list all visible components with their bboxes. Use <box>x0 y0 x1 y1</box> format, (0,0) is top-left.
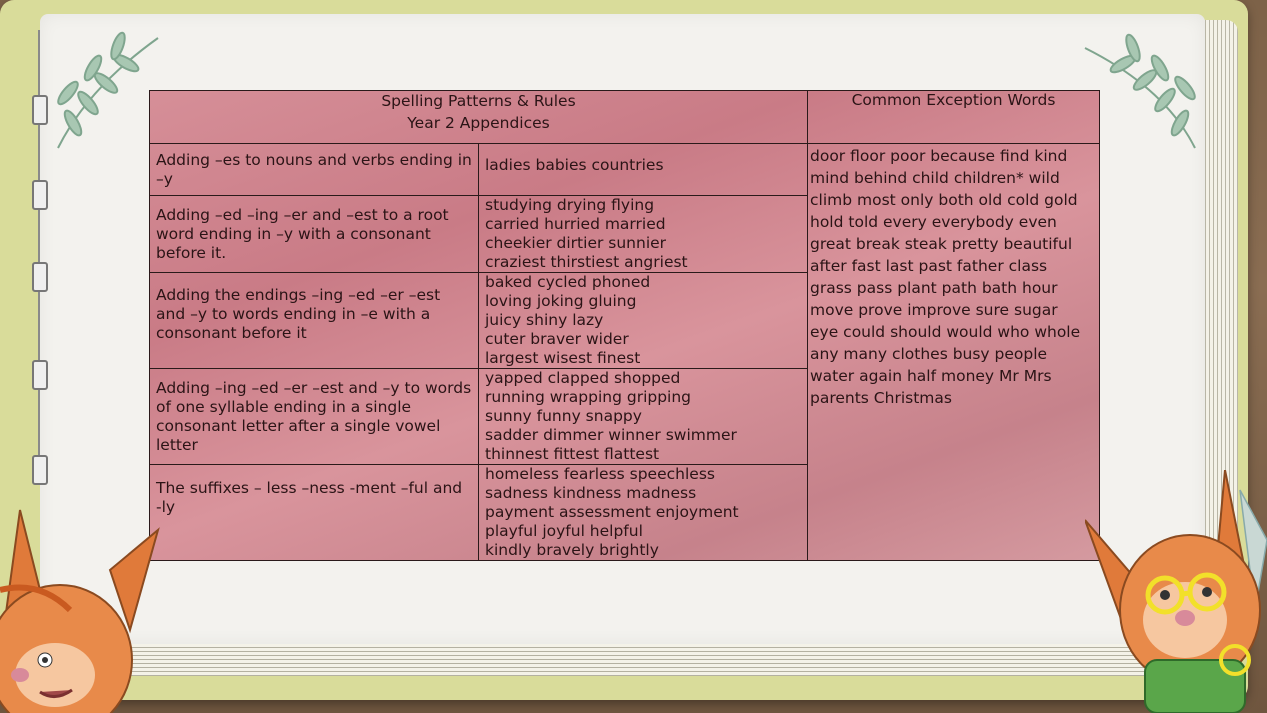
example-line: payment assessment enjoyment <box>485 503 739 521</box>
rule-cell <box>150 196 479 273</box>
binding-ring-icon <box>32 95 48 125</box>
example-line: thinnest fittest flattest <box>485 445 660 463</box>
examples-cell <box>479 144 808 196</box>
exception-line: door floor poor because find kind <box>810 147 1068 165</box>
example-line: playful joyful helpful <box>485 522 643 540</box>
rule-text: Adding the endings –ing –ed –er –est and –y to words ending in –e with a consonant before it <box>156 286 441 342</box>
example-line: sadness kindness madness <box>485 484 697 502</box>
binding-ring-icon <box>32 262 48 292</box>
examples-cell <box>479 369 808 465</box>
rule-text: Adding –ed –ing –er and –est to a root word ending in –y with a consonant before it. <box>156 205 449 262</box>
orange-creature-left-icon <box>0 470 160 713</box>
rule-text: Adding –ing –ed –er –est and –y to words of one syllable ending in a single consonant letter after a single vowel letter <box>156 378 472 454</box>
rule-cell <box>150 144 479 196</box>
example-line: sadder dimmer winner swimmer <box>485 426 737 444</box>
exception-line: any many clothes busy people <box>810 345 1048 363</box>
exception-line: move prove improve sure sugar <box>810 301 1058 319</box>
example-line: largest wisest finest <box>485 349 641 367</box>
example-line: sunny funny snappy <box>485 407 642 425</box>
rule-text: The suffixes – less –ness -ment –ful and -ly <box>156 479 463 516</box>
rule-cell <box>150 369 479 465</box>
exceptions-title-cell <box>808 91 1100 144</box>
exception-line: hold told every everybody even <box>810 213 1057 231</box>
example-line: juicy shiny lazy <box>485 311 604 329</box>
binding-ring-icon <box>32 180 48 210</box>
exception-line: climb most only both old cold gold <box>810 191 1078 209</box>
orange-creature-right-icon <box>1085 470 1267 713</box>
exception-line: mind behind child children* wild <box>810 169 1060 187</box>
table-title-line1: Spelling Patterns & Rules <box>381 92 576 110</box>
exception-line: after fast last past father class <box>810 257 1048 275</box>
exception-line: parents Christmas <box>810 389 952 407</box>
table-title-cell <box>150 91 808 144</box>
exceptions-title: Common Exception Words <box>851 91 1056 109</box>
example-line: studying drying flying <box>485 196 655 214</box>
exception-line: great break steak pretty beautiful <box>810 235 1073 253</box>
example-line: homeless fearless speechless <box>485 465 715 483</box>
exception-words-cell <box>808 144 1100 561</box>
example-line: baked cycled phoned <box>485 273 651 291</box>
example-line: craziest thirstiest angriest <box>485 253 688 271</box>
table-row <box>150 144 1100 196</box>
example-line: kindly bravely brightly <box>485 541 659 559</box>
exception-line: water again half money Mr Mrs <box>810 367 1052 385</box>
example-line: loving joking gluing <box>485 292 637 310</box>
example-line: cheekier dirtier sunnier <box>485 234 667 252</box>
table-title-line2: Year 2 Appendices <box>407 114 550 132</box>
binding-ring-icon <box>32 360 48 390</box>
examples-cell <box>479 273 808 369</box>
example-line: carried hurried married <box>485 215 666 233</box>
table-header-row <box>150 91 1100 144</box>
example-line: running wrapping gripping <box>485 388 692 406</box>
example-line: yapped clapped shopped <box>485 369 681 387</box>
rule-cell <box>150 273 479 369</box>
example-line: cuter braver wider <box>485 330 629 348</box>
spelling-table <box>149 90 1100 560</box>
exception-line: grass pass plant path bath hour <box>810 279 1058 297</box>
exception-line: eye could should would who whole <box>810 323 1081 341</box>
examples-cell <box>479 196 808 273</box>
rule-text: Adding –es to nouns and verbs ending in –y <box>156 150 472 188</box>
example-line: ladies babies countries <box>485 156 664 174</box>
rule-cell <box>150 465 479 561</box>
examples-cell <box>479 465 808 561</box>
